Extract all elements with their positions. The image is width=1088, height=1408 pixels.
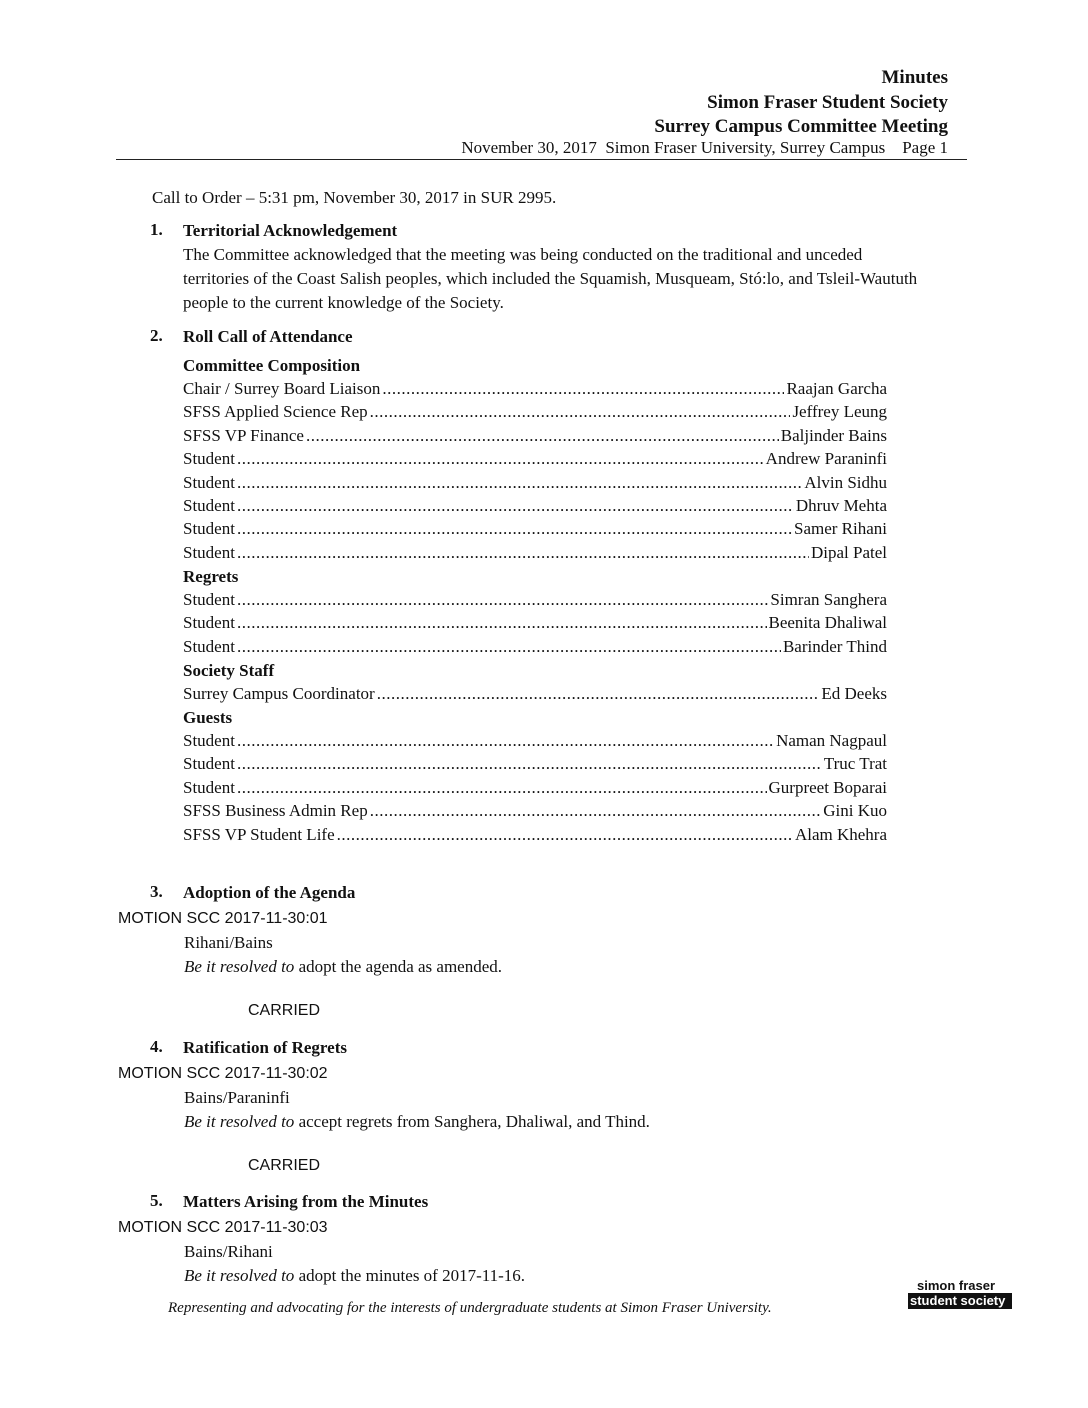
attendee-name: Jeffrey Leung	[792, 402, 887, 421]
leader-dots	[237, 542, 809, 564]
attendance-row	[183, 425, 887, 447]
section-title: Adoption of the Agenda	[183, 883, 356, 902]
motion-movers: Rihani/Bains	[184, 933, 273, 952]
attendee-name: Alvin Sidhu	[804, 473, 887, 492]
sfss-logo	[908, 1278, 1012, 1312]
meeting-info: November 30, 2017 Simon Fraser University, Surrey Campus Page 1	[461, 138, 948, 157]
leader-dots	[337, 824, 793, 846]
leader-dots	[370, 401, 791, 423]
leader-dots	[370, 800, 822, 822]
society-staff-heading: Society Staff	[183, 661, 275, 680]
leader-dots	[237, 753, 822, 775]
leader-dots	[382, 378, 784, 400]
attendance-row	[183, 636, 887, 658]
attendee-role: Surrey Campus Coordinator	[183, 684, 375, 703]
attendance-row	[183, 800, 887, 822]
attendance-row	[183, 730, 887, 752]
section-number: 2.	[150, 326, 163, 345]
attendee-role: Student	[183, 449, 235, 468]
attendee-name: Simran Sanghera	[770, 590, 887, 609]
leader-dots	[237, 472, 802, 494]
attendance-row	[183, 824, 887, 846]
footer-tagline: Representing and advocating for the interests of undergraduate students at Simon Fraser University.	[168, 1300, 772, 1316]
attendee-name: Samer Rihani	[793, 519, 887, 538]
motion-resolution	[184, 1112, 650, 1132]
attendee-name: Baljinder Bains	[780, 426, 887, 445]
document-title: Minutes	[881, 67, 948, 88]
attendance-row	[183, 495, 887, 517]
attendance-row	[183, 448, 887, 470]
attendee-name: Alam Khehra	[794, 825, 887, 844]
call-to-order: Call to Order – 5:31 pm, November 30, 2017 in SUR 2995.	[152, 188, 557, 207]
resolution-text: accept regrets from Sanghera, Dhaliwal, and Thind.	[294, 1112, 650, 1131]
motion-id: MOTION SCC 2017-11-30:03	[118, 1219, 328, 1236]
attendance-row	[183, 472, 887, 494]
section-number: 3.	[150, 882, 163, 901]
attendance-row	[183, 753, 887, 775]
resolution-lead: Be it resolved to	[184, 1112, 295, 1131]
attendee-role: Student	[183, 613, 235, 632]
attendee-role: SFSS VP Finance	[183, 426, 304, 445]
leader-dots	[237, 636, 781, 658]
attendance-row	[183, 589, 887, 611]
attendee-role: SFSS VP Student Life	[183, 825, 335, 844]
attendee-role: Student	[183, 778, 235, 797]
attendee-role: SFSS Applied Science Rep	[183, 402, 368, 421]
attendee-name: Barinder Thind	[782, 637, 887, 656]
attendance-row	[183, 612, 887, 634]
section-title: Ratification of Regrets	[183, 1038, 347, 1057]
attendee-role: Student	[183, 637, 235, 656]
attendee-name: Gurpreet Boparai	[768, 778, 887, 797]
attendee-role: Student	[183, 590, 235, 609]
attendee-name: Andrew Paraninfi	[765, 449, 887, 468]
motion-movers: Bains/Paraninfi	[184, 1088, 290, 1107]
attendee-role: Student	[183, 754, 235, 773]
attendee-role: Student	[183, 496, 235, 515]
attendee-name: Ed Deeks	[821, 684, 887, 703]
guests-heading: Guests	[183, 708, 233, 727]
attendance-row	[183, 518, 887, 540]
regrets-heading: Regrets	[183, 567, 239, 586]
motion-id: MOTION SCC 2017-11-30:02	[118, 1065, 328, 1082]
motion-result: CARRIED	[248, 1157, 321, 1174]
leader-dots	[237, 448, 764, 470]
leader-dots	[237, 777, 767, 799]
committee-composition-heading: Committee Composition	[183, 356, 361, 375]
section-number: 5.	[150, 1191, 163, 1210]
section-title: Matters Arising from the Minutes	[183, 1192, 429, 1211]
attendance-row	[183, 378, 887, 400]
territorial-acknowledgement-text: The Committee acknowledged that the meeting was being conducted on the traditional and unceded territories of the Coast Salish peoples, which included the Squamish, Musqueam, Stó:lo, and Tsleil-Waututh people to the current knowledge of the Society.	[183, 245, 918, 312]
attendance-row	[183, 777, 887, 799]
resolution-lead: Be it resolved to	[184, 957, 295, 976]
attendee-name: Raajan Garcha	[786, 379, 887, 398]
attendee-role: Student	[183, 543, 235, 562]
attendee-role: Student	[183, 519, 235, 538]
motion-result: CARRIED	[248, 1002, 321, 1019]
section-title: Territorial Acknowledgement	[183, 221, 398, 240]
resolution-text: adopt the agenda as amended.	[294, 957, 503, 976]
attendee-role: Student	[183, 473, 235, 492]
attendee-name: Dipal Patel	[810, 543, 887, 562]
attendee-name: Beenita Dhaliwal	[768, 613, 887, 632]
section-number: 1.	[150, 220, 163, 239]
leader-dots	[237, 730, 774, 752]
section-number: 4.	[150, 1037, 163, 1056]
attendee-role: Student	[183, 731, 235, 750]
logo-line-1: simon fraser	[917, 1278, 996, 1293]
leader-dots	[377, 683, 820, 705]
leader-dots	[237, 589, 768, 611]
organization-name: Simon Fraser Student Society	[707, 92, 948, 113]
section-title: Roll Call of Attendance	[183, 327, 353, 346]
attendee-name: Truc Trat	[823, 754, 887, 773]
attendance-row	[183, 542, 887, 564]
meeting-name: Surrey Campus Committee Meeting	[654, 116, 948, 137]
resolution-text: adopt the minutes of 2017-11-16.	[294, 1266, 526, 1285]
attendee-role: Chair / Surrey Board Liaison	[183, 379, 381, 398]
attendance-row	[183, 401, 887, 423]
logo-line-2: student society	[908, 1293, 1012, 1309]
attendance-row	[183, 683, 887, 705]
resolution-lead: Be it resolved to	[184, 1266, 295, 1285]
attendee-name: Gini Kuo	[823, 801, 887, 820]
attendee-name: Dhruv Mehta	[795, 496, 887, 515]
motion-resolution	[184, 957, 502, 977]
leader-dots	[306, 425, 779, 447]
leader-dots	[237, 495, 794, 517]
attendee-role: SFSS Business Admin Rep	[183, 801, 368, 820]
header-divider	[116, 159, 967, 160]
leader-dots	[237, 518, 792, 540]
leader-dots	[237, 612, 767, 634]
motion-movers: Bains/Rihani	[184, 1242, 273, 1261]
motion-resolution	[184, 1266, 525, 1286]
attendee-name: Naman Nagpaul	[776, 731, 887, 750]
motion-id: MOTION SCC 2017-11-30:01	[118, 910, 328, 927]
